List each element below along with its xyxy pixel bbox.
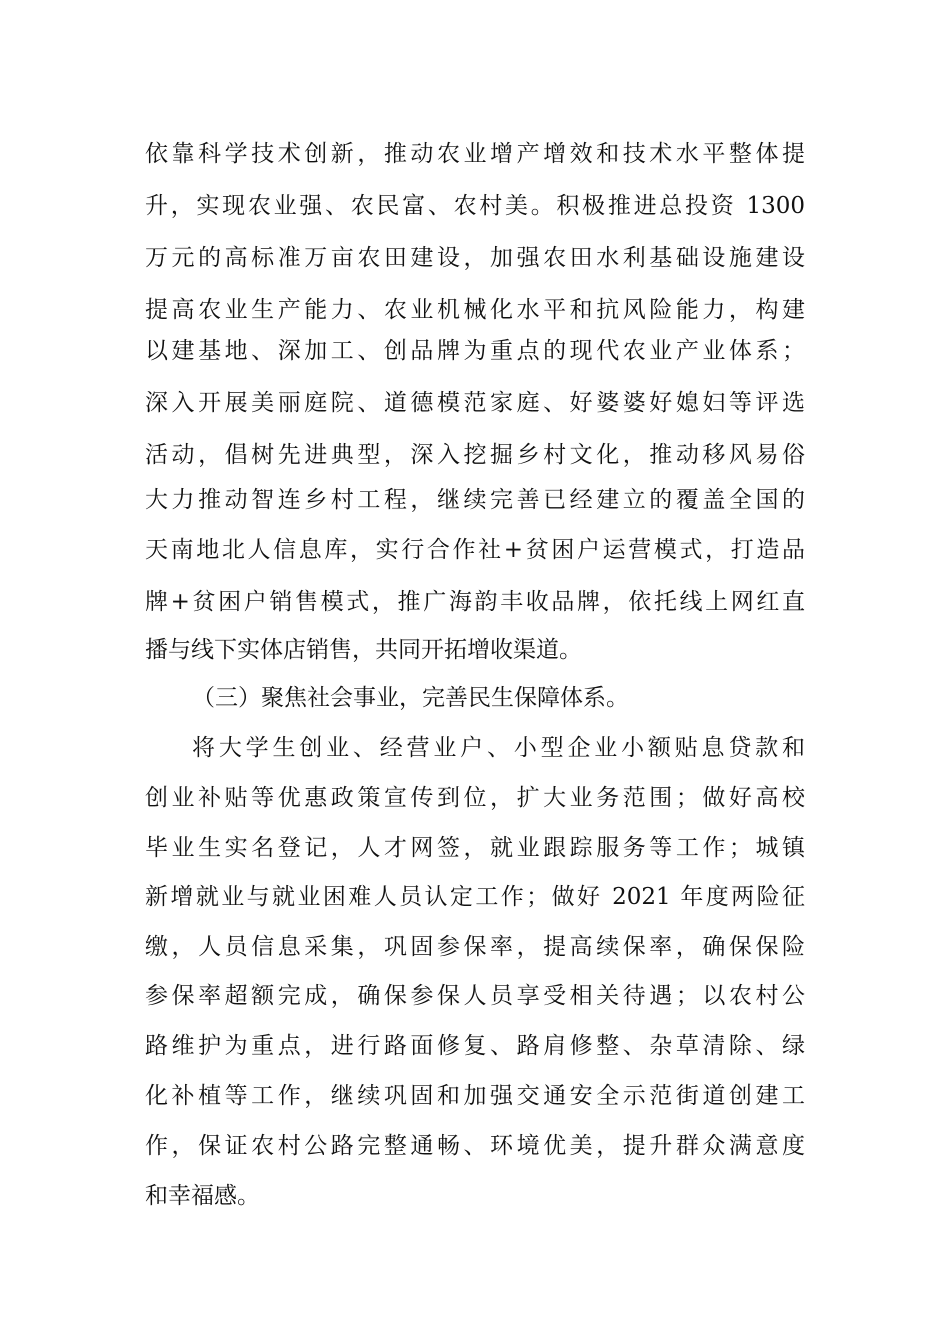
paragraph-1-line-4: 提高农业生产能力、农业机械化水平和抗风险能力，构建 [145,297,805,323]
paragraph-1-line-10: 牌+贫困户销售模式，推广海韵丰收品牌，依托线上网红直 [145,589,805,615]
paragraph-2-line-4: 新增就业与就业困难人员认定工作；做好 2021 年度两险征 [145,884,805,910]
paragraph-2-line-1: 将大学生创业、经营业户、小型企业小额贴息贷款和 [192,735,805,761]
paragraph-2-line-5: 缴，人员信息采集，巩固参保率，提高续保率，确保保险 [145,934,805,960]
paragraph-2-line-10: 和幸福感。 [145,1183,260,1209]
paragraph-1-line-1: 依靠科学技术创新，推动农业增产增效和技术水平整体提 [145,141,805,167]
paragraph-1-line-5: 以建基地、深加工、创品牌为重点的现代农业产业体系； [145,338,805,364]
paragraph-2-line-8: 化补植等工作，继续巩固和加强交通安全示范街道创建工 [145,1083,805,1109]
paragraph-1-line-9: 天南地北人信息库，实行合作社+贫困户运营模式，打造品 [145,537,805,563]
paragraph-2-line-6: 参保率超额完成，确保参保人员享受相关待遇；以农村公 [145,983,805,1009]
paragraph-1-line-3: 万元的高标准万亩农田建设，加强农田水利基础设施建设 [145,245,805,271]
paragraph-2-line-2: 创业补贴等优惠政策宣传到位，扩大业务范围；做好高校 [145,785,805,811]
paragraph-2-line-3: 毕业生实名登记，人才网签，就业跟踪服务等工作；城镇 [145,835,805,861]
paragraph-2-line-7: 路维护为重点，进行路面修复、路肩修整、杂草清除、绿 [145,1033,805,1059]
section-heading: （三）聚焦社会事业，完善民生保障体系。 [192,685,629,711]
paragraph-1-line-8: 大力推动智连乡村工程，继续完善已经建立的覆盖全国的 [145,487,805,513]
paragraph-1-line-11: 播与线下实体店销售，共同开拓增收渠道。 [145,637,582,663]
paragraph-1-line-2: 升，实现农业强、农民富、农村美。积极推进总投资 1300 [145,193,805,219]
paragraph-1-line-6: 深入开展美丽庭院、道德模范家庭、好婆婆好媳妇等评选 [145,390,805,416]
paragraph-1-line-7: 活动，倡树先进典型，深入挖掘乡村文化，推动移风易俗 [145,442,805,468]
paragraph-2-line-9: 作，保证农村公路完整通畅、环境优美，提升群众满意度 [145,1133,805,1159]
